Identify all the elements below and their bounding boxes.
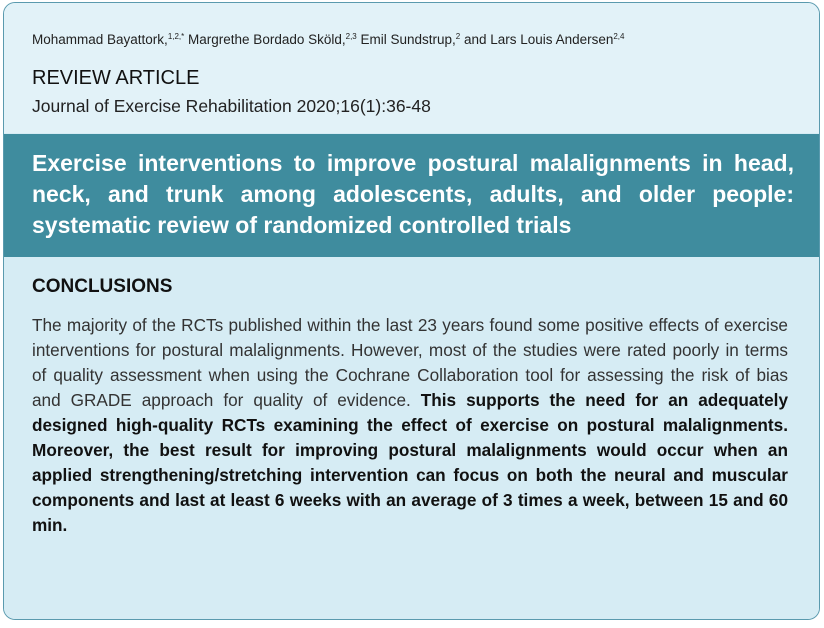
author-affiliation: 2,3 <box>345 32 357 41</box>
article-card <box>3 2 820 620</box>
author-affiliation: 1,2,* <box>167 32 185 41</box>
author-name: Margrethe Bordado Sköld, <box>184 32 346 47</box>
author-affiliation: 2,4 <box>613 32 625 41</box>
author-name: Mohammad Bayattork, <box>32 32 168 47</box>
title-banner <box>4 134 819 257</box>
article-header <box>4 3 819 133</box>
conclusions-text-bold: This supports the need for an adequately designed high-quality RCTs examining the effect of exercise on postural malalignments. Moreover, the best result for improving postural malalignments would occur when an applied strengthening/stretching intervention can focus on both the neural and muscular components and last at least 6 weeks with an average of 3 times a week, between 15 and 60 min. <box>32 390 788 535</box>
author-name: Emil Sundstrup, <box>356 32 456 47</box>
journal-citation: Journal of Exercise Rehabilitation 2020;16(1):36-48 <box>32 96 431 116</box>
article-type: REVIEW ARTICLE <box>32 67 200 89</box>
author-list <box>32 32 624 47</box>
author-affiliation: 2 <box>455 32 461 41</box>
conclusions-paragraph <box>32 313 788 538</box>
author-name: and Lars Louis Andersen <box>460 32 614 47</box>
article-title: Exercise interventions to improve postural malalignments in head, neck, and trunk among adolescents, adults, and older people: systematic review of randomized controlled trials <box>32 150 794 238</box>
conclusions-text-regular: The majority of the RCTs published within the last 23 years found some positive effects of exercise interventions for postural malalignments. However, most of the studies were rated poorly in terms of quality assessment when using the Cochrane Collaboration tool for assessing the risk of bias and GRADE approach for quality of evidence. <box>32 315 788 410</box>
conclusions-section <box>4 257 819 620</box>
conclusions-heading: CONCLUSIONS <box>32 276 173 297</box>
